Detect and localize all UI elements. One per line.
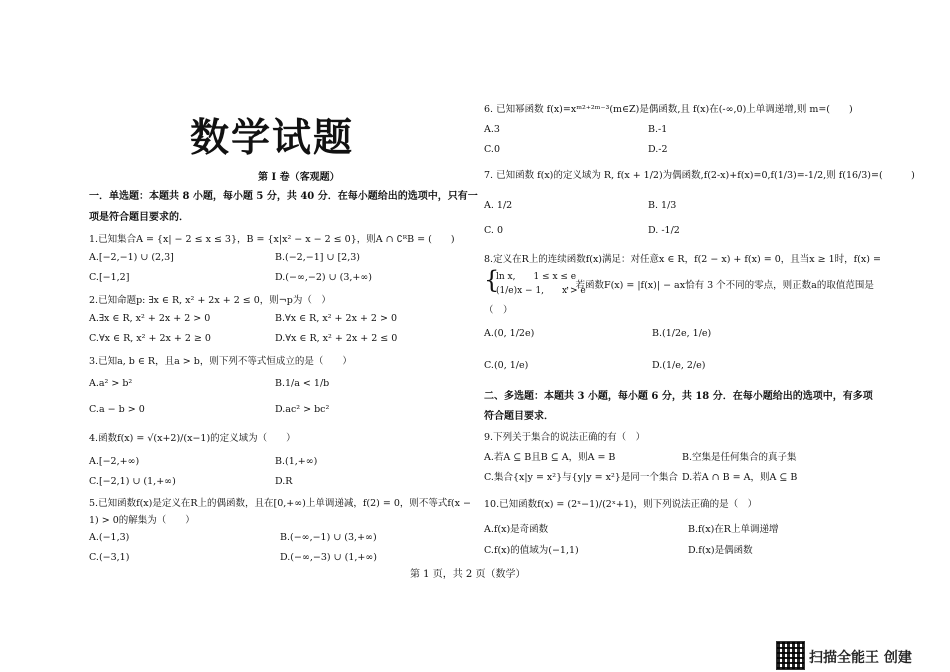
q8-option-c: C.(0, 1/e) bbox=[484, 360, 529, 371]
q6-option-a: A.3 bbox=[484, 124, 500, 135]
q2-option-d: D.∀x ∈ R, x² + 2x + 2 ≤ 0 bbox=[275, 333, 398, 344]
q2-stem: 2.已知命题p: ∃x ∈ R, x² + 2x + 2 ≤ 0，则¬p为（ ） bbox=[89, 295, 331, 306]
q4-option-d: D.R bbox=[275, 476, 293, 487]
q1-option-b: B.(−2,−1] ∪ [2,3) bbox=[275, 252, 360, 263]
section1-heading-line2: 项是符合题目要求的． bbox=[89, 212, 189, 223]
q3-stem: 3.已知a, b ∈ R，且a > b，则下列不等式恒成立的是（ ） bbox=[89, 356, 352, 367]
piecewise-brace: { bbox=[484, 266, 500, 294]
q4-option-c: C.[−2,1) ∪ (1,+∞) bbox=[89, 476, 176, 487]
q2-option-a: A.∃x ∈ R, x² + 2x + 2 > 0 bbox=[89, 313, 211, 324]
q5-option-b: B.(−∞,−1) ∪ (3,+∞) bbox=[280, 532, 377, 543]
q9-option-d: D.若A ∩ B = A，则A ⊆ B bbox=[682, 472, 798, 483]
q8-case1: ln x, 1 ≤ x ≤ e bbox=[496, 272, 577, 282]
q8-stem-line1: 8.定义在R上的连续函数f(x)满足：对任意x ∈ R，f(2 − x) + f(x) = 0，且当x ≥ 1时，f(x) = bbox=[484, 254, 881, 265]
q8-option-a: A.(0, 1/2e) bbox=[484, 328, 535, 339]
q2-option-b: B.∀x ∈ R, x² + 2x + 2 > 0 bbox=[275, 313, 398, 324]
q1-option-c: C.[−1,2] bbox=[89, 272, 130, 283]
q8-stem-line2: ，若函数F(x) = |f(x)| − ax恰有 3 个不同的零点，则正数a的取值范围是 bbox=[566, 280, 874, 291]
q10-stem: 10.已知函数f(x) = (2ˣ−1)/(2ˣ+1)，则下列说法正确的是（ ） bbox=[484, 499, 758, 510]
scanner-watermark: 扫描全能王 创建 bbox=[809, 650, 912, 666]
q3-option-c: C.a − b > 0 bbox=[89, 404, 145, 415]
q7-option-d: D. -1/2 bbox=[648, 225, 680, 236]
q4-option-b: B.(1,+∞) bbox=[275, 456, 318, 467]
q10-option-c: C.f(x)的值域为(−1,1) bbox=[484, 545, 579, 556]
q7-stem: 7. 已知函数 f(x)的定义域为 R, f(x + 1/2)为偶函数,f(2-x)+f(x)=0,f(1/3)=-1/2,则 f(16/3)=( ) bbox=[484, 170, 915, 181]
section1-heading-line1: 一．单选题：本题共 8 小题，每小题 5 分，共 40 分．在每小题给出的选项中，只有一 bbox=[89, 191, 478, 202]
q6-option-c: C.0 bbox=[484, 144, 500, 155]
q7-option-b: B. 1/3 bbox=[648, 200, 677, 211]
qr-code-icon bbox=[776, 641, 805, 670]
q10-option-d: D.f(x)是偶函数 bbox=[688, 545, 753, 556]
q10-option-a: A.f(x)是奇函数 bbox=[484, 524, 549, 535]
q10-option-b: B.f(x)在R上单调递增 bbox=[688, 524, 779, 535]
page-footer: 第 1 页，共 2 页（数学） bbox=[410, 569, 526, 580]
q6-stem: 6. 已知幂函数 f(x)=xᵐ²⁺²ᵐ⁻³(m∈Z)是偶函数,且 f(x)在(-∞,0)上单调递增,则 m=( ) bbox=[484, 104, 853, 115]
q3-option-b: B.1/a < 1/b bbox=[275, 378, 330, 389]
section2-heading-line2: 符合题目要求． bbox=[484, 411, 554, 422]
q6-option-b: B.-1 bbox=[648, 124, 668, 135]
q5-option-a: A.(−1,3) bbox=[89, 532, 130, 543]
q5-option-d: D.(−∞,−3) ∪ (1,+∞) bbox=[280, 552, 377, 563]
q7-option-a: A. 1/2 bbox=[484, 200, 513, 211]
q9-stem: 9.下列关于集合的说法正确的有（ ） bbox=[484, 432, 646, 443]
q2-option-c: C.∀x ∈ R, x² + 2x + 2 ≥ 0 bbox=[89, 333, 211, 344]
q5-stem-line1: 5.已知函数f(x)是定义在R上的偶函数，且在[0,+∞)上单调递减，f(2) = 0，则不等式f(x − bbox=[89, 498, 471, 509]
q1-option-d: D.(−∞,−2) ∪ (3,+∞) bbox=[275, 272, 372, 283]
q3-option-d: D.ac² > bc² bbox=[275, 404, 330, 415]
section2-heading-line1: 二、多选题：本题共 3 小题，每小题 6 分，共 18 分．在每小题给出的选项中，有多项 bbox=[484, 391, 873, 402]
q3-option-a: A.a² > b² bbox=[89, 378, 133, 389]
q9-option-c: C.集合{x|y = x²}与{y|y = x²}是同一个集合 bbox=[484, 472, 678, 483]
q8-option-b: B.(1/2e, 1/e) bbox=[652, 328, 712, 339]
q8-case2: (1/e)x − 1, x > e bbox=[496, 286, 586, 296]
q8-stem-line3: （ ） bbox=[484, 305, 513, 316]
q1-option-a: A.[−2,−1) ∪ (2,3] bbox=[89, 252, 174, 263]
q8-option-d: D.(1/e, 2/e) bbox=[652, 360, 706, 371]
q9-option-a: A.若A ⊆ B且B ⊆ A，则A = B bbox=[484, 452, 616, 463]
q9-option-b: B.空集是任何集合的真子集 bbox=[682, 452, 797, 463]
volume-label: 第 I 卷（客观题） bbox=[258, 172, 340, 183]
q1-stem: 1.已知集合A = {x| − 2 ≤ x ≤ 3}，B = {x|x² − x − 2 ≤ 0}，则A ∩ ∁ᴿB = ( ) bbox=[89, 234, 455, 245]
q5-option-c: C.(−3,1) bbox=[89, 552, 130, 563]
q7-option-c: C. 0 bbox=[484, 225, 504, 236]
q6-option-d: D.-2 bbox=[648, 144, 668, 155]
page-title: 数学试题 bbox=[190, 116, 355, 161]
q5-stem-line2: 1) > 0的解集为（ ） bbox=[89, 515, 195, 526]
q4-option-a: A.[−2,+∞) bbox=[89, 456, 140, 467]
q4-stem: 4.函数f(x) = √(x+2)/(x−1)的定义域为（ ） bbox=[89, 433, 296, 444]
